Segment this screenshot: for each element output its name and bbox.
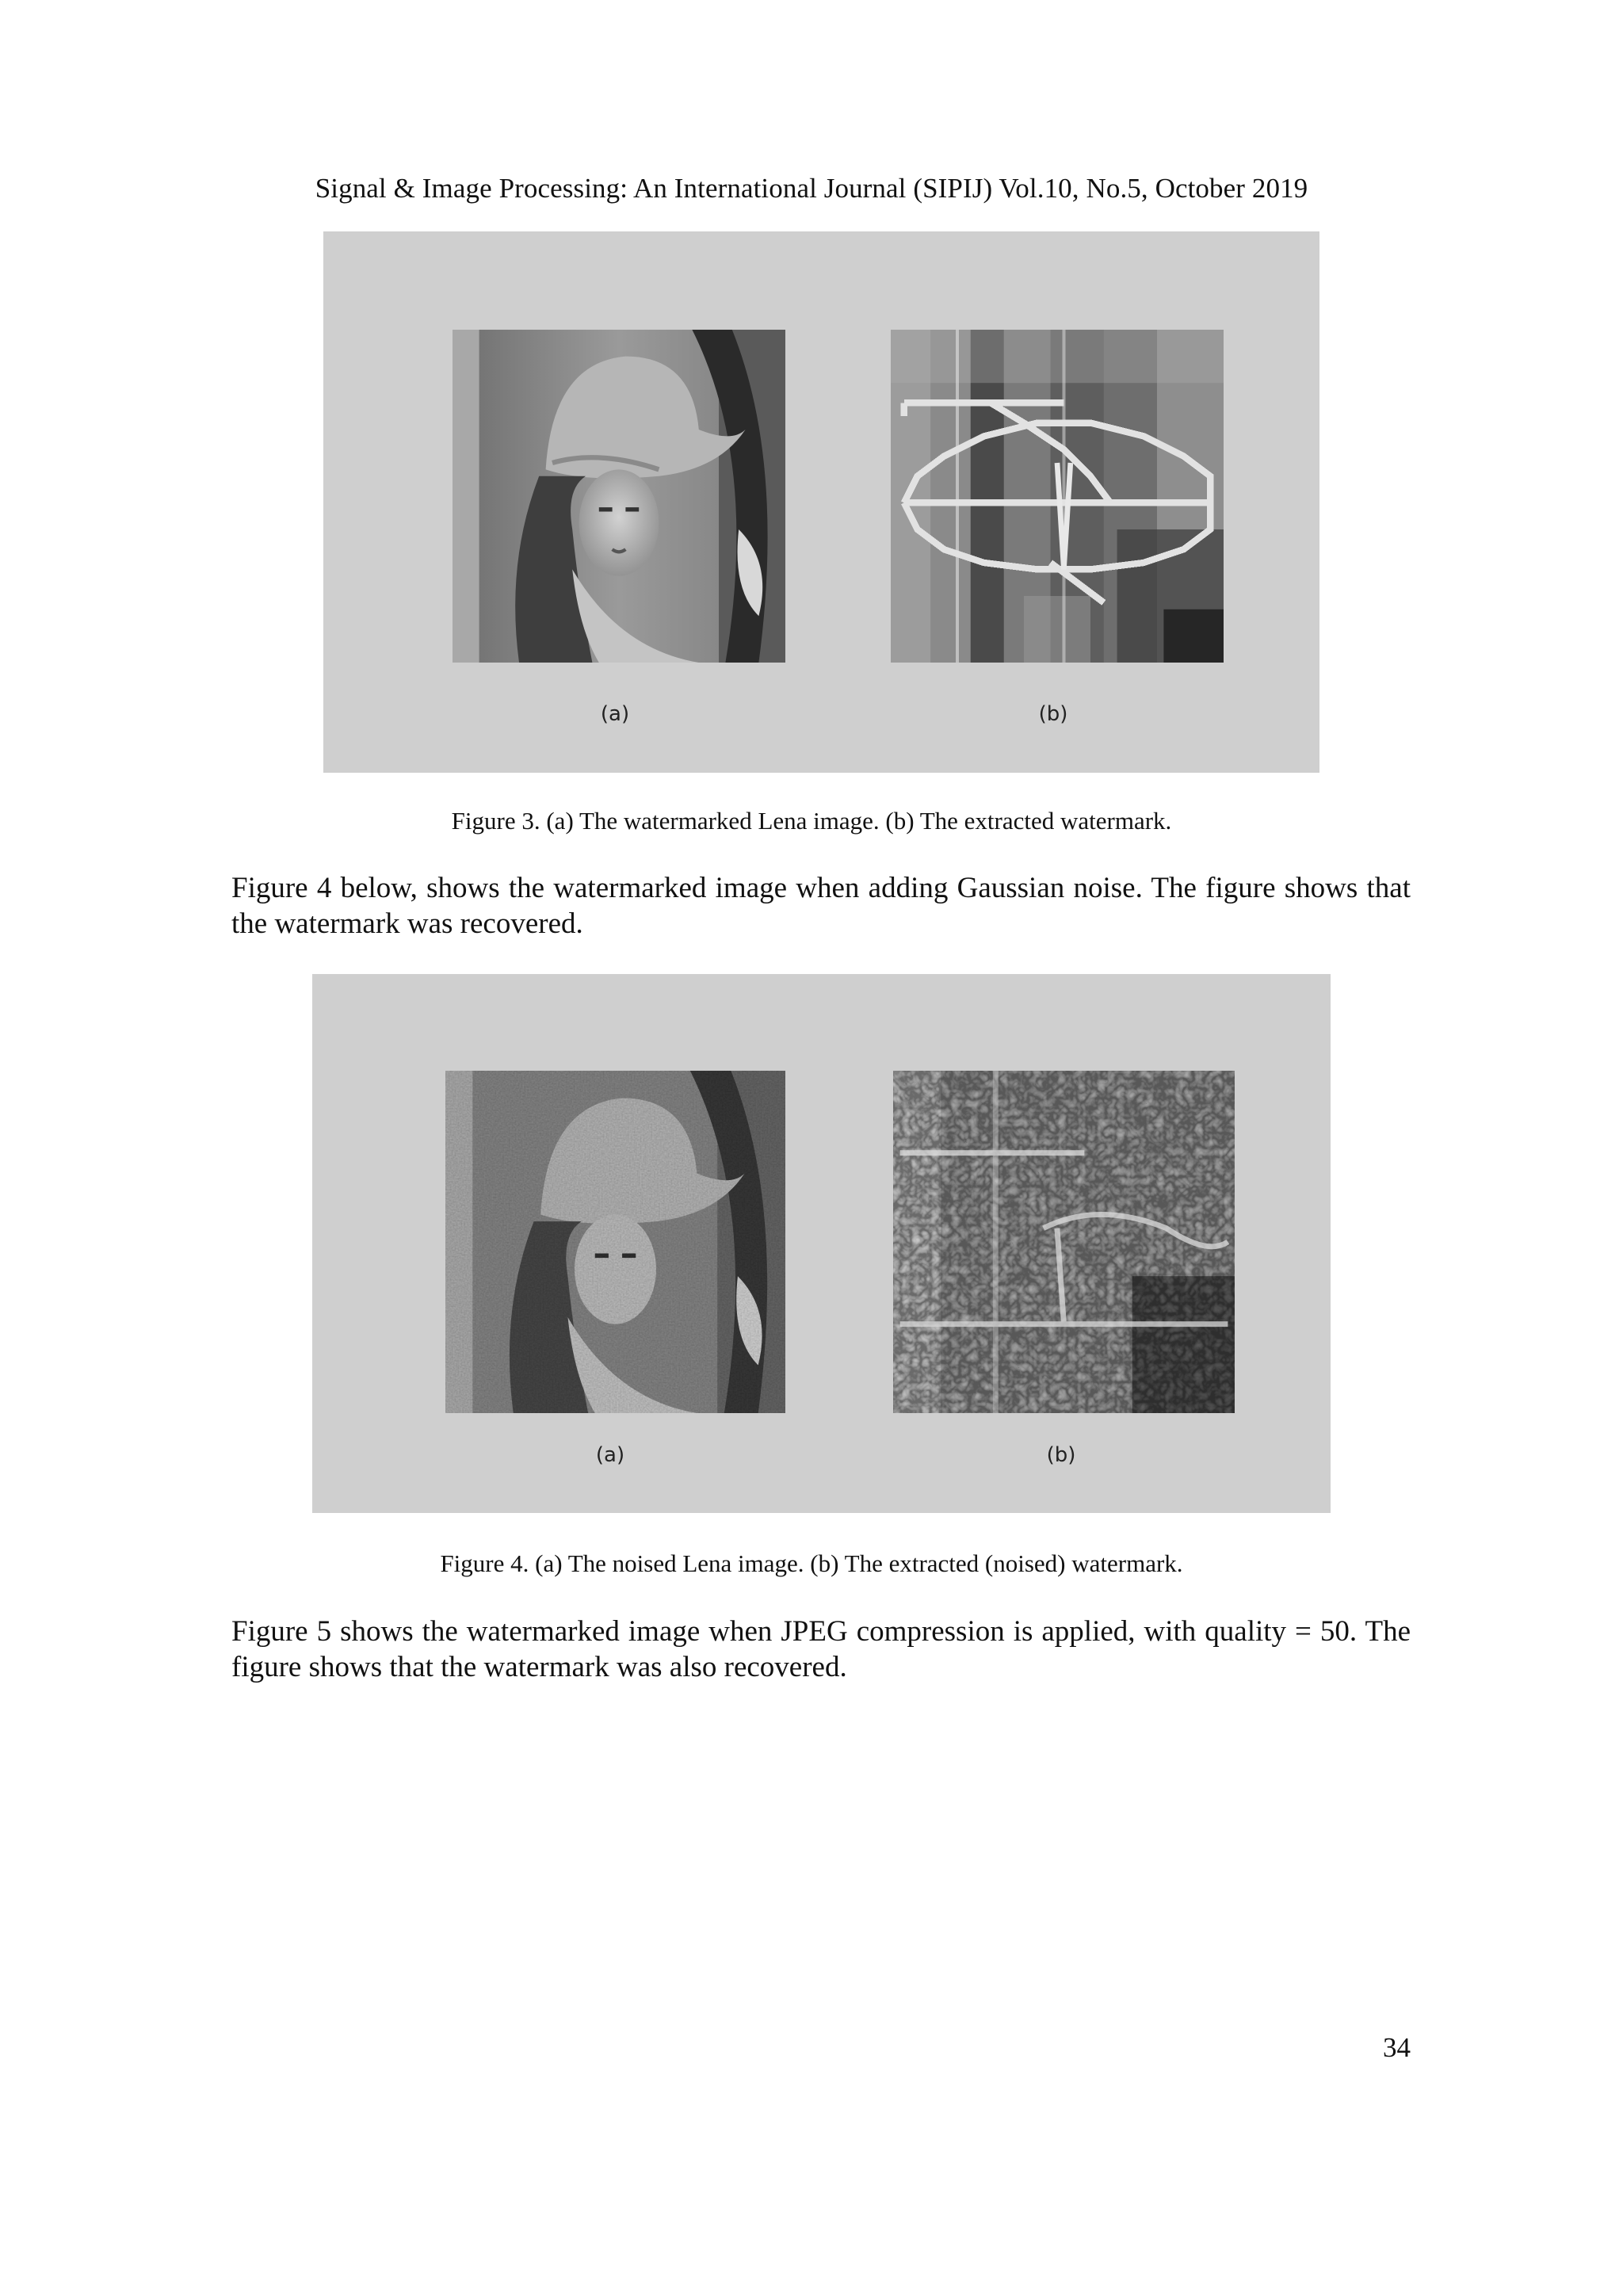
figure-4-label-b: (b) (1046, 1443, 1076, 1467)
extracted-watermark-image (891, 330, 1224, 663)
watermarked-lena-image (453, 330, 785, 663)
noised-lena-image (445, 1071, 785, 1413)
body-paragraph-1: Figure 4 below, shows the watermarked image when adding Gaussian noise. The figure shows that the watermark was recovered. (231, 872, 1411, 940)
body-paragraph-2: Figure 5 shows the watermarked image when JPEG compression is applied, with quality = 50. The figure shows that the watermark was also recovered. (231, 1615, 1411, 1683)
running-header: Signal & Image Processing: An International Journal (SIPIJ) Vol.10, No.5, October 2019 (315, 173, 1308, 204)
figure-3-caption: Figure 3. (a) The watermarked Lena image. (b) The extracted watermark. (451, 807, 1172, 835)
figure-3-label-b: (b) (1038, 702, 1068, 726)
figure-4-panel (312, 974, 1331, 1513)
figure-3-panel (323, 231, 1319, 773)
figure-3-label-a: (a) (600, 702, 630, 726)
page-number: 34 (1383, 2032, 1411, 2063)
figure-4-label-a: (a) (595, 1443, 625, 1467)
figure-4-caption: Figure 4. (a) The noised Lena image. (b) The extracted (noised) watermark. (440, 1549, 1183, 1577)
extracted-noised-watermark-image (893, 1071, 1235, 1413)
